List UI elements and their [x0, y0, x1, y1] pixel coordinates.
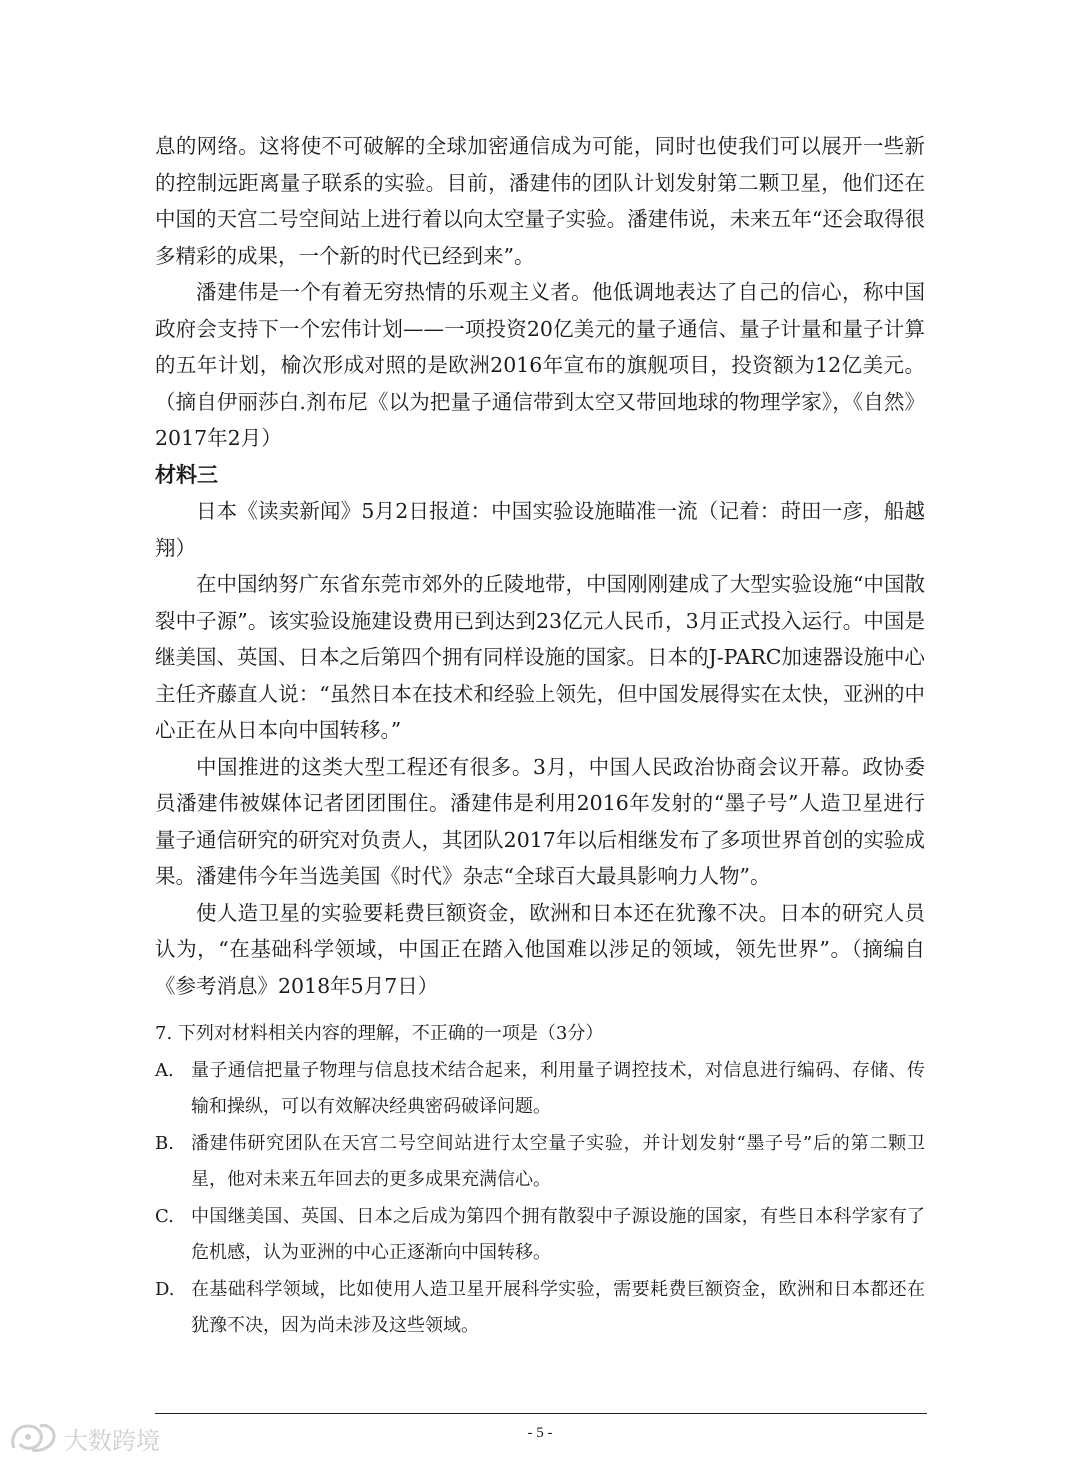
- paragraph-pan-optimism: 潘建伟是一个有着无穷热情的乐观主义者。他低调地表达了自己的信心，称中国政府会支持下一个宏伟计划——一项投资20亿美元的量子通信、量子计量和量子计算的五年计划，榆次形成对照的是欧洲2016年宣布的旗舰项目，投资额为12亿美元。（摘自伊丽莎白.剂布尼《以为把量子通信带到太空又带回地球的物理学家》，《自然》2017年2月）: [155, 280, 925, 450]
- option-letter: D.: [155, 1278, 175, 1300]
- watermark-text: 大数跨境: [64, 1426, 160, 1455]
- option-text: 量子通信把量子物理与信息技术结合起来，利用量子调控技术，对信息进行编码、存储、传输和操纵，可以有效解决经典密码破译问题。: [191, 1059, 925, 1117]
- footer-divider: [155, 1413, 927, 1414]
- page-number: - 5 -: [527, 1425, 553, 1441]
- watermark-logo-icon: [8, 1420, 58, 1456]
- question-7: [155, 1016, 925, 1345]
- option-text: 在基础科学领域，比如使用人造卫星开展科学实验，需要耗费巨额资金，欧洲和日本都还在犹豫不决，因为尚未涉及这些领域。: [191, 1278, 925, 1336]
- option-letter: C.: [155, 1205, 174, 1227]
- paragraph-satellite-funding: 使人造卫星的实验要耗费巨额资金，欧洲和日本还在犹豫不决。日本的研究人员认为，“在基础科学领域，中国正在踏入他国难以涉足的领域，领先世界”。（摘编自《参考消息》2018年5月7日）: [155, 900, 925, 998]
- paragraph-continuation: 息的网络。这将使不可破解的全球加密通信成为可能，同时也使我们可以展开一些新的控制远距离量子联系的实验。目前，潘建伟的团队计划发射第二颗卫星，他们还在中国的天宫二号空间站上进行着以向太空量子实验。潘建伟说，未来五年“还会取得很多精彩的成果，一个新的时代已经到来”。: [155, 134, 925, 268]
- option-text: 中国继美国、英国、日本之后成为第四个拥有散裂中子源设施的国家，有些日本科学家有了危机感，认为亚洲的中心正逐渐向中国转移。: [191, 1205, 925, 1263]
- option-a[interactable]: [155, 1053, 925, 1126]
- option-d[interactable]: [155, 1272, 925, 1345]
- option-text: 潘建伟研究团队在天宫二号空间站进行太空量子实验，并计划发射“墨子号”后的第二颗卫星，他对未来五年回去的更多成果充满信心。: [191, 1132, 925, 1190]
- watermark: [8, 1418, 160, 1458]
- paragraph-yomiuri-report: 日本《读卖新闻》5月2日报道：中国实验设施瞄准一流（记着：莳田一彦，船越翔）: [155, 499, 925, 560]
- reading-material: [155, 128, 925, 1004]
- paragraph-spallation-source: 在中国纳努广东省东莞市郊外的丘陵地带，中国刚刚建成了大型实验设施“中国散裂中子源”。该实验设施建设费用已到达到23亿元人民币，3月正式投入运行。中国是继美国、英国、日本之后第四个拥有同样设施的国家。日本的J-PARC加速器设施中心主任齐藤直人说：“虽然日本在技术和经验上领先，但中国发展得实在太快，亚洲的中心正在从日本向中国转移。”: [155, 572, 925, 742]
- question-stem: 7. 下列对材料相关内容的理解，不正确的一项是（3分）: [155, 1023, 604, 1044]
- option-letter: A.: [155, 1059, 174, 1081]
- paragraph-large-projects: 中国推进的这类大型工程还有很多。3月，中国人民政治协商会议开幕。政协委员潘建伟被媒体记者团团围住。潘建伟是利用2016年发射的“墨子号”人造卫星进行量子通信研究的研究对负责人，其团队2017年以后相继发布了多项世界首创的实验成果。潘建伟今年当选美国《时代》杂志“全球百大最具影响力人物”。: [155, 754, 925, 888]
- section-title-material-three: 材料三: [155, 461, 218, 487]
- option-letter: B.: [155, 1132, 174, 1154]
- option-b[interactable]: [155, 1126, 925, 1199]
- option-c[interactable]: [155, 1199, 925, 1272]
